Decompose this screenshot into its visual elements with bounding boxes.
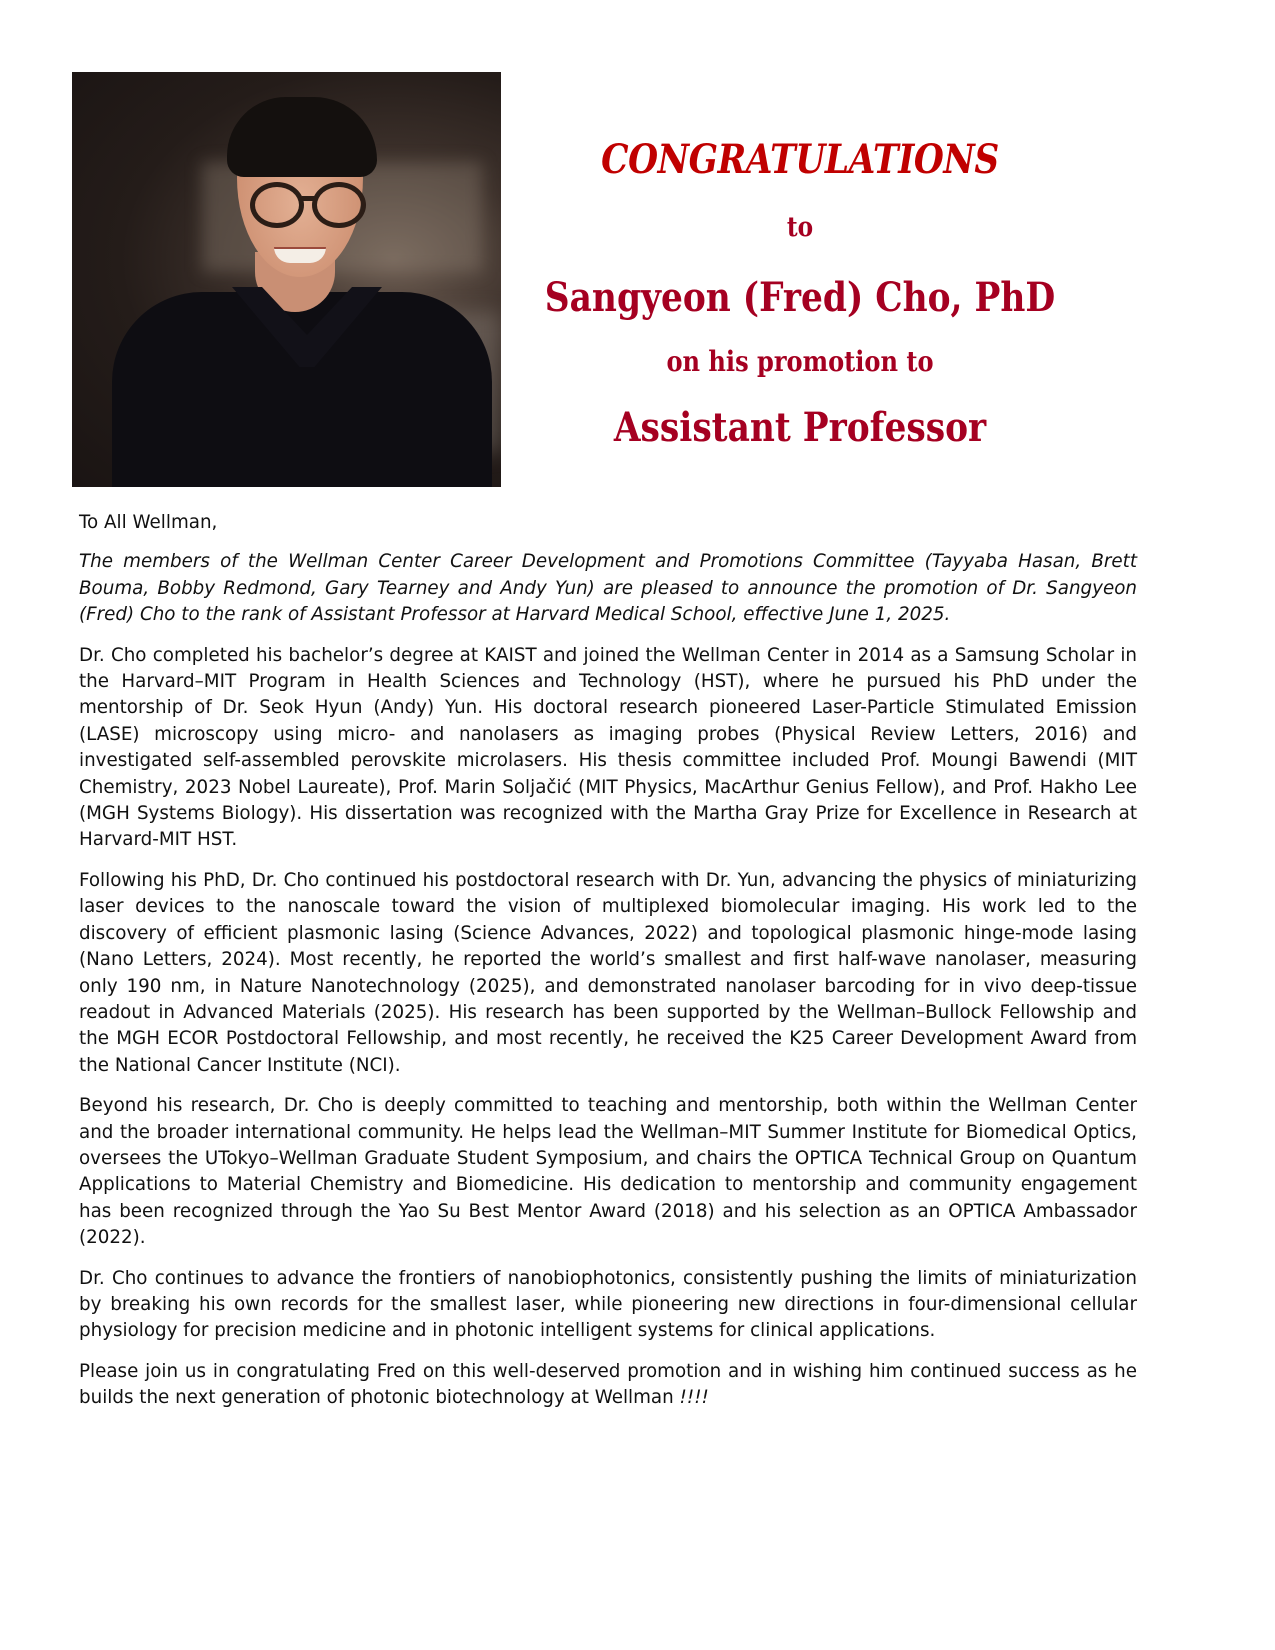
portrait-photo: [72, 72, 501, 487]
photo-glasses-bridge: [302, 196, 316, 201]
photo-smile: [274, 247, 326, 263]
photo-shirt: [112, 292, 492, 487]
vision-paragraph: Dr. Cho continues to advance the frontiers of nanobiophotonics, consistently pushing the limits of miniaturization by breaking his own records for the smallest laser, while pioneering new directions in four-dimensional cellular physiology for precision medicine and in photonic intelligent systems for clinical applications.: [79, 1267, 1137, 1342]
letter-body: [79, 510, 1137, 1426]
education-paragraph: Dr. Cho completed his bachelor’s degree at KAIST and joined the Wellman Center in 2014 as a Samsung Scholar in the Harvard–MIT Program in Health Sciences and Technology (HST), where he pursued his PhD under the mentorship of Dr. Seok Hyun (Andy) Yun. His doctoral research pioneered Laser-Particle Stimulated Emission (LASE) microscopy using micro- and nanolasers as imaging probes (Physical Review Letters, 2016) and investigated self-assembled perovskite microlasers. His thesis committee included Prof. Moungi Bawendi (MIT Chemistry, 2023 Nobel Laureate), Prof. Marin Soljačić (MIT Physics, MacArthur Genius Fellow), and Prof. Hakho Lee (MGH Systems Biology). His dissertation was recognized with the Martha Gray Prize for Excellence in Research at Harvard-MIT HST.: [79, 644, 1137, 851]
promotion-phrase: on his promotion to: [666, 345, 934, 378]
honoree-name: Sangyeon (Fred) Cho, PhD: [544, 274, 1056, 321]
postdoc-paragraph: Following his PhD, Dr. Cho continued his postdoctoral research with Dr. Yun, advancing the physics of miniaturizing laser devices to the nanoscale toward the vision of multiplexed biomolecular imaging. His work led to the discovery of efficient plasmonic lasing (Science Advances, 2022) and topological plasmonic hinge-mode lasing (Nano Letters, 2024). Most recently, he reported the world’s smallest and first half-wave nanolaser, measuring only 190 nm, in Nature Nanotechnology (2025), and demonstrated nanolaser barcoding for in vivo deep-tissue readout in Advanced Materials (2025). His research has been supported by the Wellman–Bullock Fellowship and the MGH ECOR Postdoctoral Fellowship, and most recently, he received the K25 Career Development Award from the National Cancer Institute (NCI).: [79, 869, 1137, 1076]
announcement-paragraph: The members of the Wellman Center Career Development and Promotions Committee (Tayyaba Hasan, Brett Bouma, Bobby Redmond, Gary Tearney and Andy Yun) are pleased to announce the promotion of Dr. Sangyeon (Fred) Cho to the rank of Assistant Professor at Harvard Medical School, effective June 1, 2025.: [79, 551, 1137, 626]
new-rank-title: Assistant Professor: [613, 404, 987, 451]
closing-emphasis: !!!!: [679, 1387, 709, 1409]
headline-to: to: [786, 212, 814, 243]
headline-congratulations: CONGRATULATIONS: [601, 136, 999, 183]
mentorship-paragraph: Beyond his research, Dr. Cho is deeply committed to teaching and mentorship, both within the Wellman Center and the broader international community. He helps lead the Wellman–MIT Summer Institute for Biomedical Optics, oversees the UTokyo–Wellman Graduate Student Symposium, and chairs the OPTICA Technical Group on Quantum Applications to Material Chemistry and Biomedicine. His dedication to mentorship and community engagement has been recognized through the Yao Su Best Mentor Award (2018) and his selection as an OPTICA Ambassador (2022).: [79, 1095, 1137, 1249]
photo-glasses-left-lens: [250, 182, 304, 228]
salutation: To All Wellman,: [79, 512, 218, 533]
closing-paragraph: [79, 1359, 1137, 1412]
photo-hair: [227, 97, 377, 177]
photo-glasses-right-lens: [312, 182, 366, 228]
closing-text: Please join us in congratulating Fred on this well-deserved promotion and in wishing him continued success as he builds the next generation of photonic biotechnology at Wellman: [79, 1360, 1137, 1409]
